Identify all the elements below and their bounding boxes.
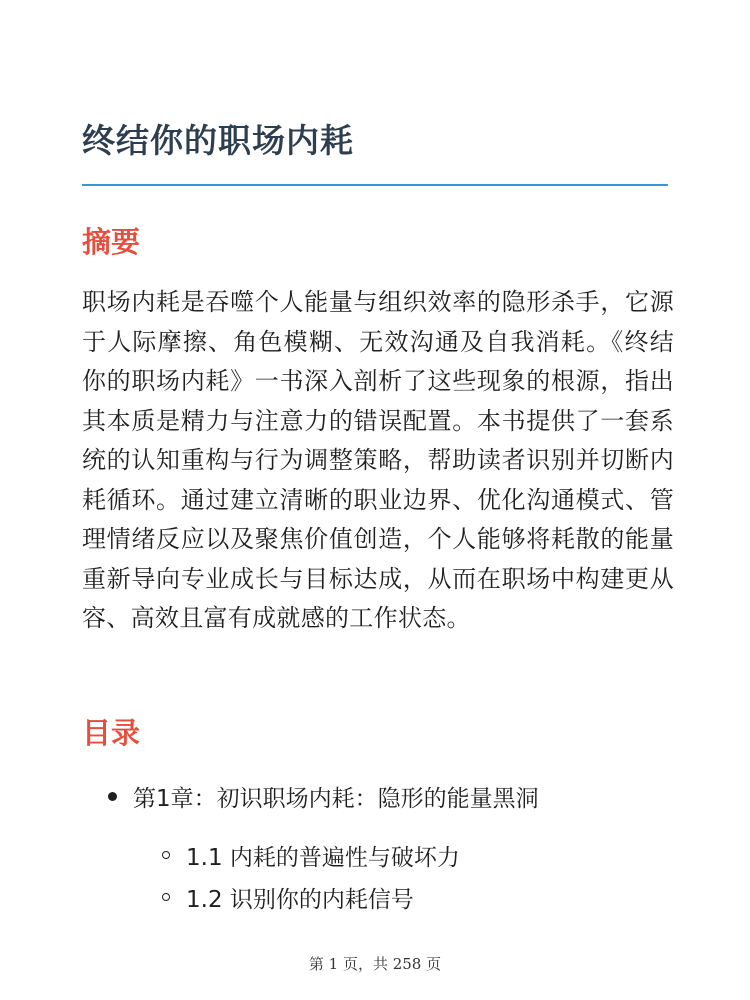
toc-section-item[interactable] [162,834,460,876]
toc-section-label: 1.1 内耗的普遍性与破坏力 [186,844,460,871]
document-title: 终结你的职场内耗 [82,121,354,160]
abstract-heading: 摘要 [82,225,141,259]
toc-list [108,776,539,816]
toc-section-item[interactable] [162,876,460,918]
page-number-footer: 第 1 页，共 258 页 [308,955,442,973]
bullet-icon [108,792,117,801]
hollow-bullet-icon [162,851,170,859]
toc-chapter-label: 第1章：初识职场内耗：隐形的能量黑洞 [133,785,539,812]
title-divider [82,184,668,186]
toc-chapter-item[interactable] [108,776,539,816]
toc-section-list [162,834,460,918]
toc-section-label: 1.2 识别你的内耗信号 [186,886,414,913]
abstract-text: 职场内耗是吞噬个人能量与组织效率的隐形杀手，它源于人际摩擦、角色模糊、无效沟通及自我消耗。《终结你的职场内耗》一书深入剖析了这些现象的根源，指出其本质是精力与注意力的错误配置。本书提供了一套系统的认知重构与行为调整策略，帮助读者识别并切断内耗循环。通过建立清晰的职业边界、优化沟通模式、管理情绪反应以及聚焦价值创造，个人能够将耗散的能量重新导向专业成长与目标达成，从而在职场中构建更从容、高效且富有成就感的工作状态。 [82,288,674,632]
hollow-bullet-icon [162,893,170,901]
toc-heading: 目录 [82,716,141,750]
